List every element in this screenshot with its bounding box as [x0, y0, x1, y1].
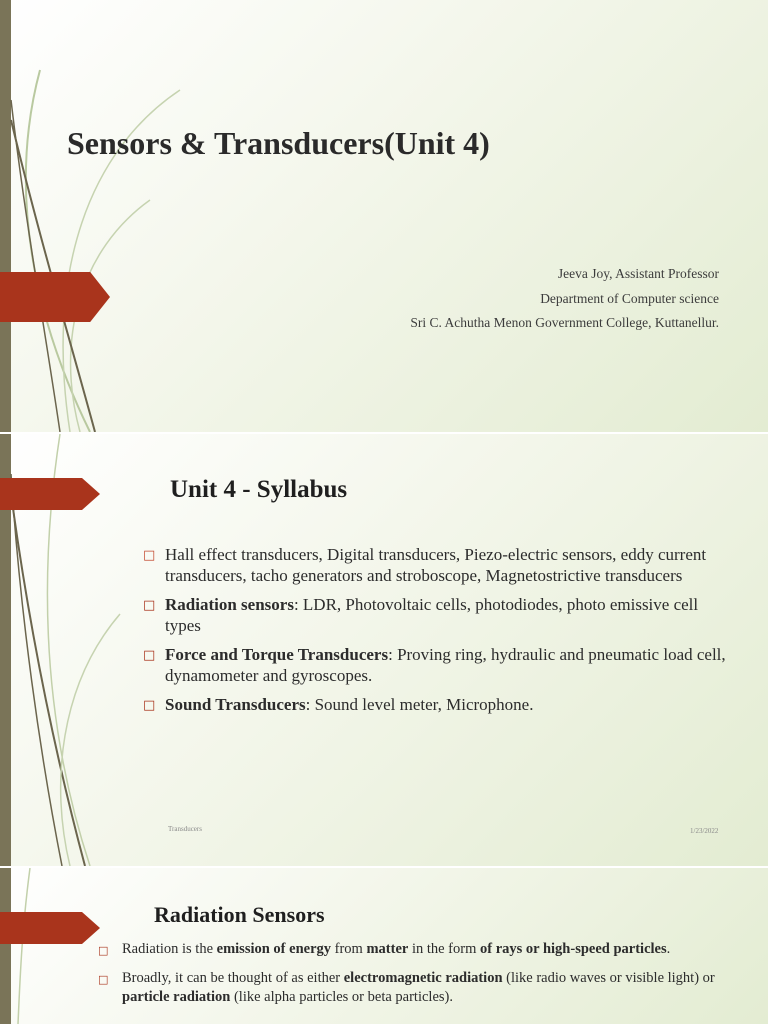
- list-item-text: : Proving ring, hydraulic and pneumatic load cell, dynamometer and gyroscopes.: [165, 645, 726, 685]
- square-bullet-icon: □: [143, 598, 156, 613]
- accent-arrow: [0, 272, 110, 322]
- list-item: [143, 644, 728, 686]
- left-accent-bar: [0, 868, 11, 1024]
- author-name: Jeeva Joy, Assistant Professor: [557, 266, 719, 281]
- list-item-text: : LDR, Photovoltaic cells, photodiodes, photo emissive cell types: [165, 595, 699, 635]
- syllabus-list: [143, 544, 728, 723]
- body-text: in the form: [408, 941, 480, 957]
- left-accent-bar: [0, 0, 11, 432]
- body-text: Radiation is the: [122, 941, 217, 957]
- emphasis-text: electromagnetic radiation: [343, 970, 503, 986]
- list-item-heading: Radiation sensors: [165, 595, 294, 614]
- decorative-swoosh: [0, 0, 220, 432]
- emphasis-text: of rays or high-speed particles: [480, 941, 667, 957]
- author-block: [410, 262, 719, 336]
- slide-footer-date: 1/23/2022: [690, 827, 719, 835]
- square-bullet-icon: □: [143, 648, 156, 663]
- slide-title: Radiation Sensors: [154, 902, 325, 927]
- radiation-list: [98, 940, 748, 1017]
- square-bullet-icon: □: [143, 548, 156, 563]
- list-item-text: [122, 941, 670, 957]
- emphasis-text: matter: [366, 941, 409, 957]
- list-item: [143, 694, 728, 715]
- square-bullet-icon: □: [98, 973, 109, 986]
- list-item: [98, 940, 748, 959]
- list-item-text: Hall effect transducers, Digital transducers, Piezo-electric sensors, eddy current transducers, tacho generators and stroboscope, Magnetostrictive transducers: [165, 545, 707, 585]
- author-college: Sri C. Achutha Menon Government College, Kuttanellur.: [410, 315, 719, 330]
- square-bullet-icon: □: [98, 944, 109, 957]
- body-text: .: [666, 941, 671, 957]
- list-item: [143, 594, 728, 636]
- body-text: (like alpha particles or beta particles).: [230, 989, 453, 1005]
- list-item-text: : Sound level meter, Microphone.: [305, 695, 534, 714]
- list-item-heading: Force and Torque Transducers: [165, 645, 389, 664]
- list-item-text: [122, 970, 715, 1005]
- author-department: Department of Computer science: [540, 290, 719, 306]
- body-text: (like radio waves or visible light) or: [502, 970, 715, 986]
- accent-arrow: [0, 478, 100, 510]
- emphasis-text: particle radiation: [122, 989, 231, 1005]
- list-item: [98, 969, 748, 1007]
- list-item: [143, 544, 728, 586]
- body-text: from: [331, 941, 367, 957]
- slide-title: Unit 4 - Syllabus: [170, 476, 348, 503]
- title-slide: [0, 0, 768, 432]
- emphasis-text: emission of energy: [216, 941, 332, 957]
- presentation-title: Sensors & Transducers(Unit 4): [67, 125, 490, 161]
- accent-arrow: [0, 912, 100, 944]
- body-text: Broadly, it can be thought of as either: [122, 970, 344, 986]
- list-item-heading: Sound Transducers: [165, 695, 306, 714]
- slide-footer-label: Transducers: [168, 825, 202, 833]
- square-bullet-icon: □: [143, 698, 156, 713]
